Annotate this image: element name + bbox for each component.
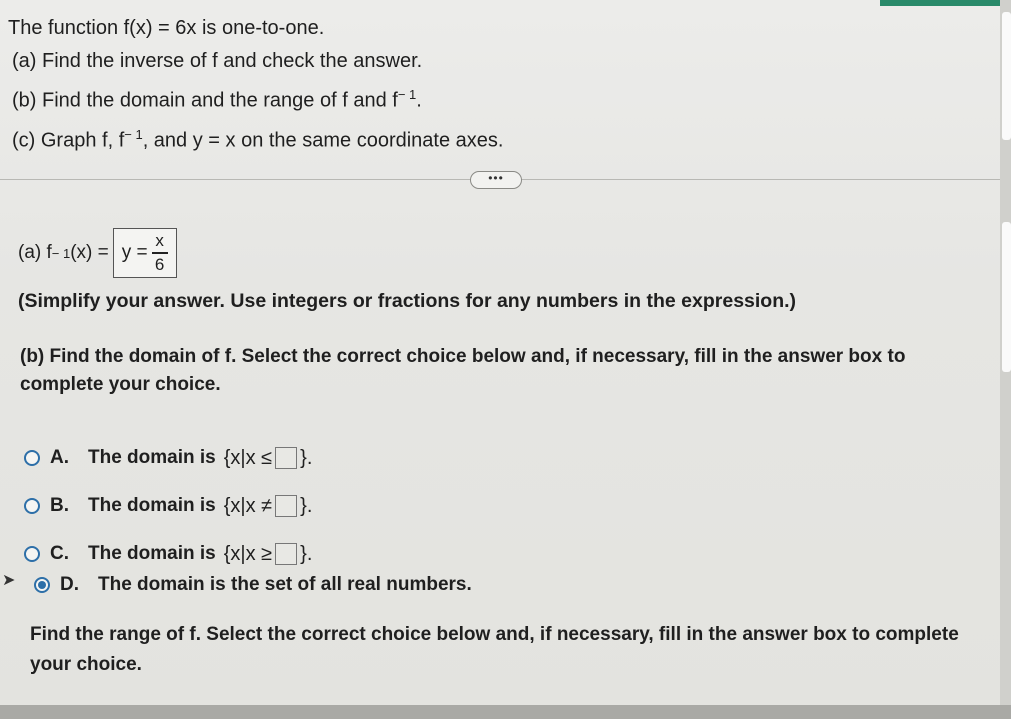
simplify-note: (Simplify your answer. Use integers or fractions for any numbers in the expression.) — [18, 290, 797, 312]
set-notation — [224, 543, 313, 566]
part-b-prompt: (b) Find the domain of f. Select the correct choice below and, if necessary, fill in the answer box to complete your choice. — [20, 346, 906, 395]
set-close: }. — [300, 494, 313, 517]
choice-a[interactable] — [24, 434, 312, 482]
fraction — [152, 232, 168, 274]
period: . — [416, 89, 422, 112]
set-notation — [224, 495, 313, 518]
question-line-0: The function f(x) = 6x is one-to-one. — [8, 17, 325, 39]
question-b-text: (b) Find the domain and the range of f and f — [12, 89, 398, 112]
scrollbar-thumb-upper[interactable] — [1002, 12, 1011, 140]
question-line-c — [8, 118, 503, 158]
choice-text: The domain is — [88, 495, 216, 516]
answer-a-box[interactable] — [113, 228, 177, 278]
bottom-strip — [0, 705, 1011, 719]
denominator: 6 — [154, 254, 165, 274]
set-close: }. — [300, 542, 313, 565]
choice-letter: B. — [50, 495, 69, 516]
superscript-minus-one: − 1 — [124, 126, 143, 142]
set-open: {x|x ≤ — [223, 446, 273, 469]
choice-letter: C. — [50, 543, 69, 564]
answer-a-label-suffix: (x) = — [70, 242, 109, 263]
radio-c[interactable] — [24, 546, 40, 562]
superscript-minus-one: − 1 — [397, 87, 417, 102]
question-c-suffix: , and y = x on the same coordinate axes. — [142, 129, 504, 152]
answer-prefix: y = — [121, 242, 148, 263]
answer-a-label: (a) f — [18, 242, 52, 263]
radio-b[interactable] — [24, 498, 40, 514]
answer-a — [18, 228, 177, 278]
set-notation — [224, 447, 313, 470]
choice-text: The domain is the set of all real numbers. — [98, 574, 472, 595]
superscript-minus-one: − 1 — [51, 245, 71, 261]
top-accent-bar — [880, 0, 1011, 6]
fraction-bar — [152, 252, 168, 254]
numerator: x — [155, 231, 164, 251]
set-open: {x|x ≠ — [223, 494, 273, 517]
more-options-button[interactable]: ••• — [470, 171, 522, 189]
choice-c[interactable] — [24, 530, 312, 578]
choice-letter: A. — [50, 447, 69, 468]
mouse-cursor-icon: ➤ — [2, 572, 16, 589]
set-close: }. — [300, 446, 313, 469]
answer-input-box[interactable] — [275, 447, 297, 469]
choice-b[interactable] — [24, 482, 312, 530]
choice-text: The domain is — [88, 543, 216, 564]
choice-d[interactable] — [34, 574, 472, 596]
choice-list — [24, 434, 312, 578]
answer-input-box[interactable] — [275, 543, 297, 565]
range-prompt: Find the range of f. Select the correct choice below and, if necessary, fill in the answer box to complete your choice. — [30, 624, 959, 675]
scrollbar-thumb-lower[interactable] — [1002, 222, 1011, 372]
question-text — [8, 12, 503, 157]
question-line-b — [8, 78, 503, 118]
radio-d-selected[interactable] — [34, 577, 50, 593]
question-c-text: (c) Graph f, f — [12, 129, 125, 152]
radio-a[interactable] — [24, 450, 40, 466]
choice-letter: D. — [60, 574, 79, 595]
set-open: {x|x ≥ — [223, 542, 273, 565]
answer-input-box[interactable] — [275, 495, 297, 517]
question-line-a: (a) Find the inverse of f and check the answer. — [12, 50, 423, 72]
choice-text: The domain is — [88, 447, 216, 468]
